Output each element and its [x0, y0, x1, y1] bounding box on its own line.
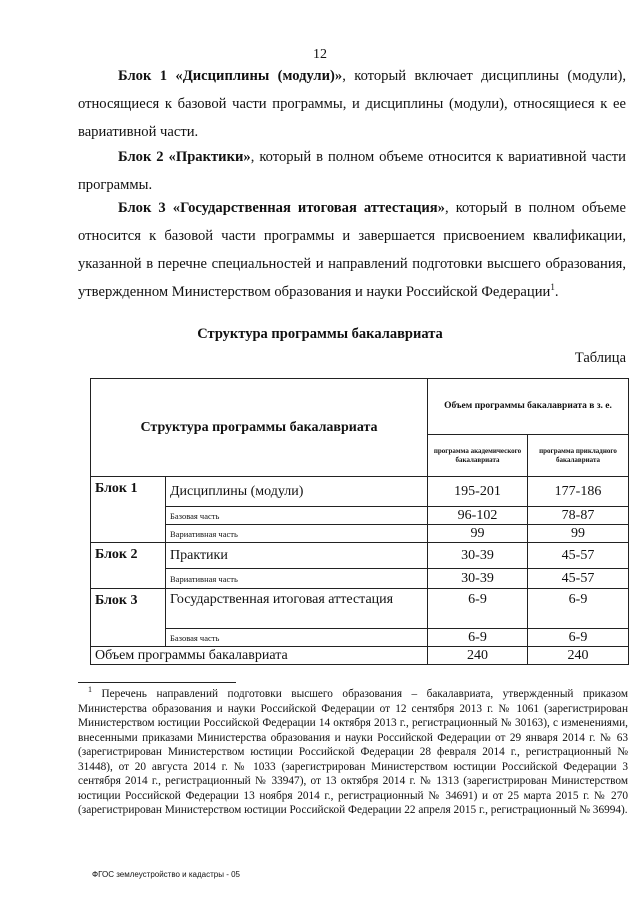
row-applied: 99 [528, 525, 629, 543]
row-block-label: Блок 3 [91, 589, 166, 647]
header-applied: программа прикладного бакалавриата [528, 435, 629, 477]
page-footer: ФГОС землеустройство и кадастры - 05 [92, 870, 240, 879]
row-name: Дисциплины (модули) [166, 477, 428, 507]
footnote-mark: 1 [88, 685, 92, 695]
block3-title: Блок 3 «Государственная итоговая аттестация» [118, 200, 445, 216]
header-academic: программа академического бакалавриата [428, 435, 528, 477]
row-academic: 6-9 [428, 629, 528, 647]
row-name: Базовая часть [166, 507, 428, 525]
paragraph-block1 [78, 62, 626, 146]
block2-title: Блок 2 «Практики» [118, 149, 251, 165]
paragraph-block2 [78, 143, 626, 199]
block3-end: . [554, 284, 559, 300]
total-applied: 240 [528, 647, 629, 665]
row-block-label: Блок 2 [91, 543, 166, 589]
row-academic: 99 [428, 525, 528, 543]
block3-text: , который в полном объеме относится к базовой части программы и завершается присвоением квалификации, указанной в перечне специальностей и направлений подготовки высшего образования, утвержденном Министерством образования и науки Российской Федерации [78, 200, 626, 300]
row-academic: 96-102 [428, 507, 528, 525]
total-academic: 240 [428, 647, 528, 665]
row-name: Вариативная часть [166, 525, 428, 543]
block1-title: Блок 1 «Дисциплины (модули)» [118, 68, 343, 84]
row-academic: 30-39 [428, 543, 528, 569]
row-applied: 45-57 [528, 543, 629, 569]
footnote [78, 687, 628, 818]
footnote-divider [78, 682, 236, 683]
row-academic: 30-39 [428, 569, 528, 589]
total-label: Объем программы бакалавриата [91, 647, 428, 665]
header-volume: Объем программы бакалавриата в з. е. [428, 379, 629, 435]
footnote-text: Перечень направлений подготовки высшего образования – бакалавриата, утвержденный приказом Министерства образования и науки Российской Федерации от 12 сентября 2013 г. № 1061 (зарегистрирован Министерством юстиции Российской Федерации 14 октября 2013 г., регистрационный № 30163), с изменениями, внесенными приказами Министерства образования и науки Российской Федерации от 29 января 2014 г. № 63 (зарегистрирован Министерством юстиции Российской Федерации 28 февраля 2014 г., регистрационный № 31448), от 20 августа 2014 г. № 1033 (зарегистрирован Министерством юстиции Российской Федерации 3 сентября 2014 г., регистрационный № 33947), от 13 октября 2014 г. № 1313 (зарегистрирован Министерством юстиции Российской Федерации 13 ноября 2014 г., регистрационный № 34691) и от 25 марта 2015 г. № 270 (зарегистрирован Министерством юстиции Российской Федерации 22 апреля 2015 г., регистрационный № 36994). [78, 688, 628, 816]
header-structure: Структура программы бакалавриата [91, 379, 428, 477]
paragraph-block3 [78, 194, 626, 306]
row-applied: 6-9 [528, 589, 629, 629]
row-name: Базовая часть [166, 629, 428, 647]
row-academic: 195-201 [428, 477, 528, 507]
row-academic: 6-9 [428, 589, 528, 629]
row-applied: 78-87 [528, 507, 629, 525]
row-applied: 45-57 [528, 569, 629, 589]
block2-text: , который в полном объеме относится к вариативной части программы. [78, 149, 626, 193]
row-name: Вариативная часть [166, 569, 428, 589]
table-title: Структура программы бакалавриата [197, 326, 443, 342]
block1-text: , который включает дисциплины (модули), относящиеся к базовой части программы, и дисциплины (модули), относящиеся к ее вариативной части. [78, 68, 627, 140]
row-block-label: Блок 1 [91, 477, 166, 543]
row-name: Практики [166, 543, 428, 569]
program-structure-table [90, 378, 629, 665]
row-applied: 177-186 [528, 477, 629, 507]
page-number: 12 [313, 47, 327, 62]
table-label: Таблица [574, 350, 626, 366]
row-applied: 6-9 [528, 629, 629, 647]
row-name: Государственная итоговая аттестация [166, 589, 428, 629]
footnote-reference[interactable]: 1 [550, 282, 555, 293]
